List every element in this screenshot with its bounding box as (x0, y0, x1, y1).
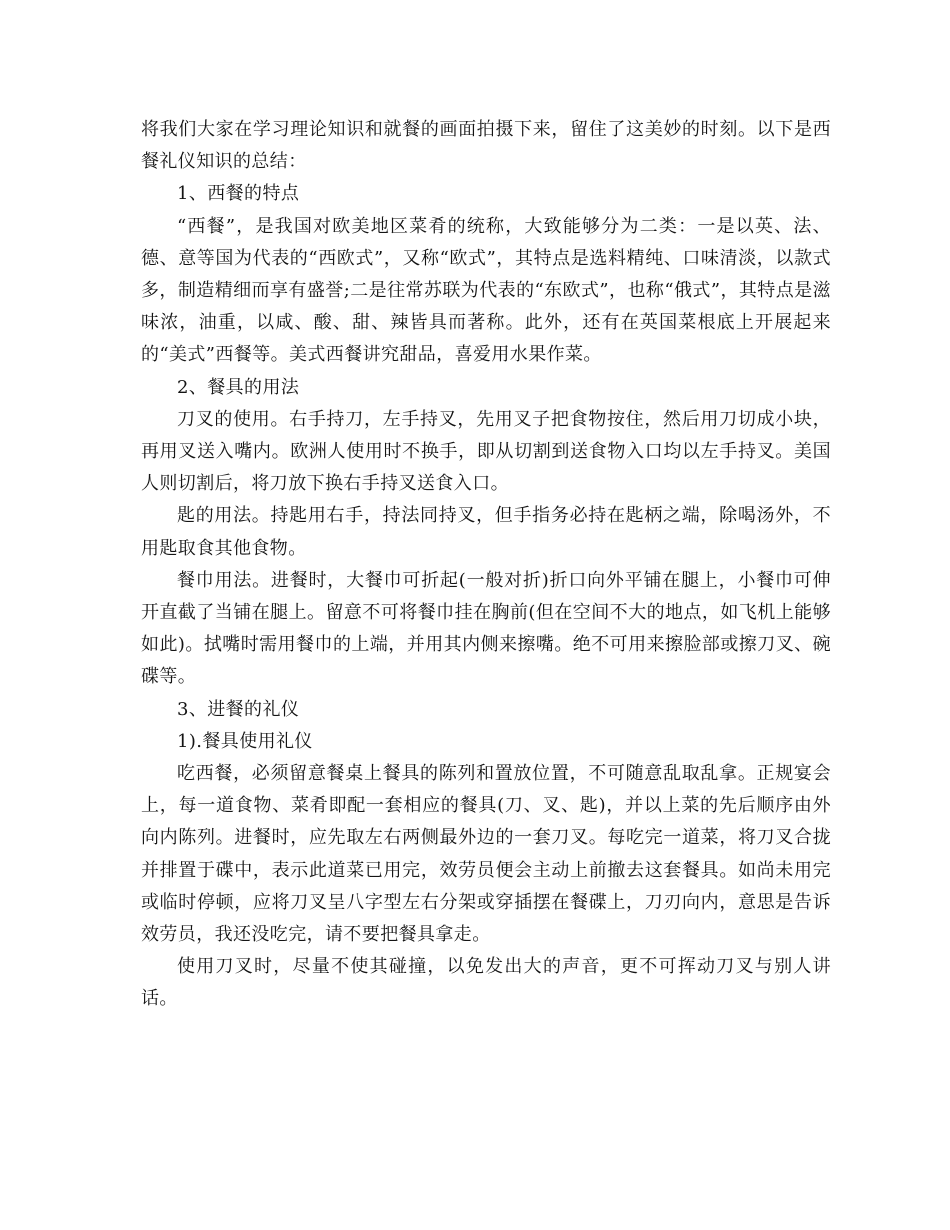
subsection-heading-tableware-etiquette: 1).餐具使用礼仪 (177, 730, 313, 752)
paragraph-spoon-usage: 匙的用法。持匙用右手，持法同持叉，但手指务必持在匙柄之端，除喝汤外，不用匙取食其他食物。 (141, 505, 831, 559)
section-heading-western-food-features: 1、西餐的特点 (177, 183, 300, 205)
paragraph-knife-fork-noise: 使用刀叉时，尽量不使其碰撞，以免发出大的声音，更不可挥动刀叉与别人讲话。 (141, 956, 831, 1010)
document-body (141, 114, 831, 1016)
paragraph-knife-fork-usage: 刀叉的使用。右手持刀，左手持叉，先用叉子把食物按住，然后用刀切成小块，再用叉送入嘴内。欧洲人使用时不换手，即从切割到送食物入口均以左手持叉。美国人则切割后，将刀放下换右手持叉送食入口。 (141, 408, 831, 495)
section-heading-tableware-usage: 2、餐具的用法 (177, 376, 300, 398)
paragraph-western-food-definition: “西餐”，是我国对欧美地区菜肴的统称，大致能够分为二类：一是以英、法、德、意等国为代表的“西欧式”，又称“欧式”，其特点是选料精纯、口味清淡，以款式多，制造精细而享有盛誉;二是往常苏联为代表的“东欧式”，也称“俄式”，其特点是滋味浓，油重，以咸、酸、甜、辣皆具而著称。此外，还有在英国菜根底上开展起来的“美式”西餐等。美式西餐讲究甜品，喜爱用水果作菜。 (141, 215, 831, 366)
intro-paragraph: 将我们大家在学习理论知识和就餐的画面拍摄下来，留住了这美妙的时刻。以下是西餐礼仪知识的总结： (141, 119, 831, 173)
paragraph-napkin-usage: 餐巾用法。进餐时，大餐巾可折起(一般对折)折口向外平铺在腿上，小餐巾可伸开直截了当铺在腿上。留意不可将餐巾挂在胸前(但在空间不大的地点，如飞机上能够如此)。拭嘴时需用餐巾的上端，并用其内侧来擦嘴。绝不可用来擦脸部或擦刀叉、碗碟等。 (141, 569, 831, 688)
section-heading-dining-etiquette: 3、进餐的礼仪 (177, 698, 300, 720)
paragraph-tableware-arrangement: 吃西餐，必须留意餐桌上餐具的陈列和置放位置，不可随意乱取乱拿。正规宴会上，每一道食物、菜肴即配一套相应的餐具(刀、叉、匙)，并以上菜的先后顺序由外向内陈列。进餐时，应先取左右两侧最外边的一套刀叉。每吃完一道菜，将刀叉合拢并排置于碟中，表示此道菜已用完，效劳员便会主动上前撤去这套餐具。如尚未用完或临时停顿，应将刀叉呈八字型左右分架或穿插摆在餐碟上，刀刃向内，意思是告诉效劳员，我还没吃完，请不要把餐具拿走。 (141, 763, 831, 946)
